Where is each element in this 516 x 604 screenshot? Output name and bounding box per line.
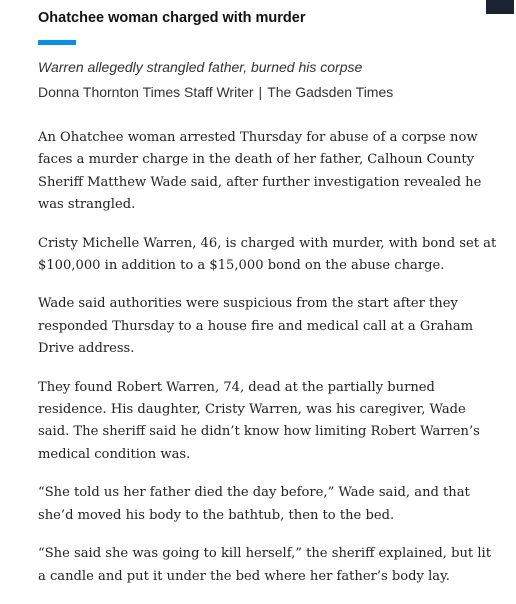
article-paragraph: “She told us her father died the day before,” Wade said, and that she’d moved his body to the bathtub, then to the bed. <box>38 485 470 523</box>
article-byline <box>38 84 393 100</box>
article-paragraph: Wade said authorities were suspicious from the start after they responded Thursday to a house fire and medical call at a Graham Drive address. <box>38 296 474 357</box>
article-paragraph: Cristy Michelle Warren, 46, is charged with murder, with bond set at $100,000 in addition to a $15,000 bond on the abuse charge. <box>38 235 497 274</box>
headline-accent-bar <box>38 40 76 45</box>
byline-author[interactable]: Donna Thornton Times Staff Writer <box>38 84 254 100</box>
article-subheadline: Warren allegedly strangled father, burned his corpse <box>38 59 363 75</box>
byline-publication[interactable]: The Gadsden Times <box>267 84 394 100</box>
article-body <box>38 127 500 604</box>
article-paragraph: They found Robert Warren, 74, dead at the partially burned residence. His daughter, Cristy Warren, was his caregiver, Wade said. The sheriff said he didn’t know how limiting Robert Warren’s medical condition was. <box>38 379 480 462</box>
article-paragraph: “She said she was going to kill herself,” the sheriff explained, but lit a candle and put it under the bed where her father’s body lay. <box>38 546 491 584</box>
article-paragraph: An Ohatchee woman arrested Thursday for abuse of a corpse now faces a murder charge in the death of her father, Calhoun County Sheriff Matthew Wade said, after further investigation revealed he was strangled. <box>38 130 482 213</box>
byline-separator: | <box>258 84 263 100</box>
corner-thumbnail <box>486 0 514 14</box>
article-headline: Ohatchee woman charged with murder <box>38 10 306 26</box>
